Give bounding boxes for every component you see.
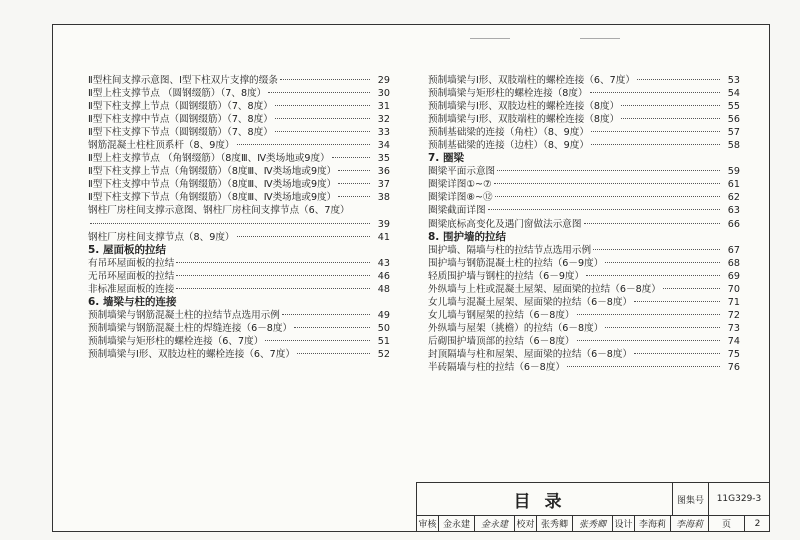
title-block bbox=[416, 482, 770, 532]
dot-leader bbox=[176, 288, 370, 289]
toc-entry-page: 35 bbox=[377, 153, 390, 165]
toc-entry[interactable] bbox=[428, 335, 740, 348]
toc-entry-page: 57 bbox=[727, 127, 740, 139]
sheet-title: 目录 bbox=[417, 483, 673, 515]
toc-entry-page: 46 bbox=[377, 270, 390, 282]
registration-mark bbox=[580, 38, 620, 39]
reviewer-signature: 金永建 bbox=[475, 515, 515, 532]
atlas-number: 11G329-3 bbox=[716, 494, 762, 504]
toc-entry-title: 围护墙、隔墙与柱的拉结节点选用示例 bbox=[428, 244, 592, 256]
dot-leader bbox=[591, 144, 720, 145]
toc-section-heading: 6. 墙梁与柱的连接 bbox=[88, 295, 177, 308]
toc-entry[interactable] bbox=[88, 178, 390, 191]
toc-entry[interactable] bbox=[88, 218, 390, 231]
toc-entry-title: 外纵墙与屋架（挑檐）的拉结（6－8度） bbox=[428, 322, 604, 334]
toc-right-column bbox=[428, 74, 740, 374]
toc-entry-page: 72 bbox=[727, 309, 740, 321]
dot-leader bbox=[621, 118, 720, 119]
dot-leader bbox=[494, 183, 720, 184]
toc-entry-title: Ⅱ型上柱支撑节点 （圆钢缀筋）（7、8度） bbox=[88, 88, 267, 100]
toc-entry-title: 预制基础梁的连接（边柱）（8、9度） bbox=[428, 140, 589, 152]
dot-leader bbox=[237, 144, 370, 145]
toc-section-heading: 5. 屋面板的拉结 bbox=[88, 243, 166, 256]
toc-entry-page: 71 bbox=[727, 296, 740, 308]
dot-leader bbox=[605, 327, 720, 328]
dot-leader bbox=[663, 288, 720, 289]
toc-entry-page: 73 bbox=[727, 322, 740, 334]
toc-entry[interactable] bbox=[88, 270, 390, 283]
dot-leader bbox=[297, 353, 370, 354]
dot-leader bbox=[634, 301, 720, 302]
dot-leader bbox=[590, 92, 720, 93]
toc-entry[interactable] bbox=[428, 165, 740, 178]
toc-entry[interactable] bbox=[428, 309, 740, 322]
dot-leader bbox=[338, 196, 370, 197]
toc-entry-page: 41 bbox=[377, 231, 390, 243]
toc-entry-page: 33 bbox=[377, 127, 390, 139]
toc-entry-title: 轻质围护墙与钢柱的拉结（6－9度） bbox=[428, 270, 585, 282]
check-label: 校对 bbox=[515, 515, 537, 532]
toc-entry-title: 外纵墙与上柱或混凝土屋架、屋面梁的拉结（6－8度） bbox=[428, 283, 661, 295]
toc-entry[interactable] bbox=[88, 100, 390, 113]
toc-entry-title: 围护墙与钢筋混凝土柱的拉结（6－9度） bbox=[428, 257, 604, 269]
toc-entry-title: 有吊环屋面板的拉结 bbox=[88, 257, 175, 269]
toc-entry[interactable] bbox=[88, 139, 390, 152]
page-number: 2 bbox=[754, 518, 761, 529]
toc-entry-page: 54 bbox=[727, 88, 740, 100]
toc-section-heading: 8. 围护墙的拉结 bbox=[428, 230, 506, 243]
dot-leader bbox=[275, 131, 370, 132]
toc-entry[interactable] bbox=[428, 113, 740, 126]
toc-entry[interactable] bbox=[88, 113, 390, 126]
toc-entry-title: 圈梁平面示意图 bbox=[428, 166, 496, 178]
toc-entry-title: Ⅱ型下柱支撑上节点（角钢缀筋）（8度Ⅲ、Ⅳ类场地或9度） bbox=[88, 166, 337, 178]
dot-leader bbox=[577, 314, 720, 315]
toc-entry-page: 49 bbox=[377, 309, 390, 321]
dot-leader bbox=[634, 353, 720, 354]
toc-entry-title: 预制墙梁与钢筋混凝土柱的焊缝连接（6－8度） bbox=[88, 322, 293, 334]
reviewer-name: 金永建 bbox=[439, 515, 475, 532]
toc-entry[interactable] bbox=[88, 126, 390, 139]
toc-entry-page: 61 bbox=[727, 179, 740, 191]
toc-entry[interactable] bbox=[428, 348, 740, 361]
toc-entry-page: 62 bbox=[727, 192, 740, 204]
checker-name: 张秀卿 bbox=[537, 515, 573, 532]
dot-leader bbox=[584, 223, 721, 224]
toc-entry[interactable] bbox=[88, 87, 390, 100]
designer-signature: 李海莉 bbox=[671, 515, 709, 532]
toc-entry-page: 48 bbox=[377, 283, 390, 295]
dot-leader bbox=[237, 236, 370, 237]
dot-leader bbox=[497, 170, 720, 171]
toc-entry[interactable] bbox=[88, 231, 390, 244]
dot-leader bbox=[90, 223, 370, 224]
dot-leader bbox=[495, 196, 720, 197]
toc-entry-title: 非标准屋面板的连接 bbox=[88, 283, 175, 295]
toc-entry-title: 后砌围护墙顶部的拉结（6－8度） bbox=[428, 335, 575, 347]
toc-entry-page: 68 bbox=[727, 257, 740, 269]
toc-entry-title: Ⅱ型下柱支撑中节点（圆钢缀筋）（7、8度） bbox=[88, 114, 273, 126]
toc-entry[interactable] bbox=[428, 283, 740, 296]
toc-entry-title: Ⅱ型下柱支撑上节点（圆钢缀筋）（7、8度） bbox=[88, 101, 273, 113]
page-label: 页 bbox=[709, 515, 745, 532]
toc-entry-title: 预制墙梁与Ⅰ形、双肢边柱的螺栓连接（6、7度） bbox=[88, 348, 295, 360]
toc-entry[interactable] bbox=[88, 322, 390, 335]
toc-entry[interactable] bbox=[428, 218, 740, 231]
toc-entry[interactable] bbox=[88, 335, 390, 348]
dot-leader bbox=[294, 327, 370, 328]
toc-entry-page: 36 bbox=[377, 166, 390, 178]
dot-leader bbox=[586, 275, 720, 276]
toc-entry[interactable] bbox=[428, 139, 740, 152]
dot-leader bbox=[621, 105, 720, 106]
toc-entry[interactable] bbox=[88, 152, 390, 165]
toc-entry-title: 封顶隔墙与柱和屋架、屋面梁的拉结（6－8度） bbox=[428, 348, 633, 360]
dot-leader bbox=[591, 131, 720, 132]
dot-leader bbox=[265, 340, 370, 341]
dot-leader bbox=[268, 92, 370, 93]
toc-entry-title: 圈梁详图⑧~⑫ bbox=[428, 192, 493, 204]
dot-leader bbox=[567, 366, 720, 367]
toc-entry-title: 半砖隔墙与柱的拉结（6－8度） bbox=[428, 362, 565, 374]
toc-entry-title: 女儿墙与混凝土屋架、屋面梁的拉结（6－8度） bbox=[428, 296, 633, 308]
toc-entry-page: 76 bbox=[727, 362, 740, 374]
toc-entry-page: 63 bbox=[727, 205, 740, 217]
toc-entry-page: 43 bbox=[377, 257, 390, 269]
toc-entry-page: 75 bbox=[727, 348, 740, 360]
toc-entry[interactable] bbox=[428, 270, 740, 283]
dot-leader bbox=[338, 170, 370, 171]
toc-entry[interactable] bbox=[88, 257, 390, 270]
toc-entry-title: 圈梁详图①~⑦ bbox=[428, 179, 492, 191]
dot-leader bbox=[593, 249, 720, 250]
toc-entry-page: 37 bbox=[377, 179, 390, 191]
toc-entry-title: 预制墙梁与Ⅰ形、双肢端柱的螺栓连接（6、7度） bbox=[428, 75, 635, 86]
toc-entry[interactable] bbox=[88, 191, 390, 204]
toc-entry[interactable] bbox=[428, 204, 740, 217]
toc-entry[interactable] bbox=[428, 361, 740, 374]
dot-leader bbox=[332, 157, 370, 158]
dot-leader bbox=[338, 183, 370, 184]
toc-entry-title: 女儿墙与钢屋架的拉结（6－8度） bbox=[428, 309, 575, 321]
toc-entry-page: 32 bbox=[377, 114, 390, 126]
toc-entry[interactable] bbox=[428, 126, 740, 139]
toc-entry[interactable] bbox=[428, 322, 740, 335]
atlas-number-label: 图集号 bbox=[673, 483, 709, 515]
toc-entry[interactable] bbox=[428, 74, 740, 87]
toc-entry-title: 预制基础梁的连接（角柱）（8、9度） bbox=[428, 127, 589, 139]
toc-entry-page: 51 bbox=[377, 335, 390, 347]
toc-section-heading: 7. 圈梁 bbox=[428, 152, 464, 165]
toc-entry-title: Ⅱ型上柱支撑节点 （角钢缀筋）（8度Ⅲ、Ⅳ类场地或9度） bbox=[88, 153, 330, 165]
checker-signature: 张秀卿 bbox=[573, 515, 613, 532]
toc-entry-title: Ⅱ型柱间支撑示意图、Ⅰ型下柱双片支撑的缀条 bbox=[88, 75, 278, 86]
toc-entry-page: 53 bbox=[727, 75, 740, 86]
toc-entry-title: Ⅱ型下柱支撑下节点（圆钢缀筋）（7、8度） bbox=[88, 127, 273, 139]
dot-leader bbox=[275, 118, 370, 119]
dot-leader bbox=[637, 79, 720, 80]
toc-entry-page: 66 bbox=[727, 218, 740, 230]
dot-leader bbox=[605, 262, 720, 263]
toc-left-column bbox=[88, 74, 390, 361]
toc-entry-title: 预制墙梁与矩形柱的螺栓连接（6、7度） bbox=[88, 335, 264, 347]
dot-leader bbox=[176, 275, 370, 276]
toc-entry[interactable] bbox=[428, 178, 740, 191]
toc-entry[interactable] bbox=[88, 309, 390, 322]
dot-leader bbox=[280, 79, 370, 80]
review-label: 审核 bbox=[417, 515, 439, 532]
toc-entry[interactable] bbox=[428, 244, 740, 257]
toc-entry[interactable] bbox=[428, 100, 740, 113]
toc-entry[interactable] bbox=[88, 165, 390, 178]
toc-entry-page: 38 bbox=[377, 192, 390, 204]
toc-entry[interactable] bbox=[88, 74, 390, 87]
toc-entry-title: 预制墙梁与矩形柱的螺栓连接（8度） bbox=[428, 88, 588, 100]
designer-name: 李海莉 bbox=[635, 515, 671, 532]
registration-mark bbox=[470, 38, 510, 39]
toc-entry-page: 70 bbox=[727, 283, 740, 295]
toc-entry-title: 无吊环屋面板的拉结 bbox=[88, 270, 175, 282]
dot-leader bbox=[282, 314, 370, 315]
toc-entry[interactable] bbox=[88, 348, 390, 361]
toc-entry[interactable] bbox=[428, 296, 740, 309]
toc-entry-page: 31 bbox=[377, 101, 390, 113]
title-block-top-row bbox=[417, 483, 770, 516]
toc-entry-page: 56 bbox=[727, 114, 740, 126]
toc-entry-title: 预制墙梁与Ⅰ形、双肢边柱的螺栓连接（8度） bbox=[428, 101, 620, 113]
toc-entry-page: 58 bbox=[727, 140, 740, 152]
toc-entry-title: 钢筋混凝土柱柱顶系杆（8、9度） bbox=[88, 140, 235, 152]
toc-entry[interactable] bbox=[428, 191, 740, 204]
toc-entry-title: Ⅱ型下柱支撑下节点（角钢缀筋）（8度Ⅲ、Ⅳ类场地或9度） bbox=[88, 192, 337, 204]
toc-entry-page: 50 bbox=[377, 322, 390, 334]
toc-entry-title: 预制墙梁与钢筋混凝土柱的拉结节点选用示例 bbox=[88, 309, 280, 321]
toc-entry-page: 59 bbox=[727, 166, 740, 178]
toc-entry-page: 74 bbox=[727, 335, 740, 347]
dot-leader bbox=[275, 105, 370, 106]
toc-entry-title: 钢柱厂房柱间支撑节点（8、9度） bbox=[88, 231, 235, 243]
toc-entry-title: 预制墙梁与Ⅰ形、双肢端柱的螺栓连接（8度） bbox=[428, 114, 620, 126]
dot-leader bbox=[488, 209, 720, 210]
toc-entry-page: 67 bbox=[727, 244, 740, 256]
toc-entry-page: 30 bbox=[377, 88, 390, 100]
toc-entry[interactable] bbox=[428, 257, 740, 270]
toc-entry-page: 39 bbox=[377, 218, 390, 230]
toc-entry-page: 29 bbox=[377, 75, 390, 86]
dot-leader bbox=[577, 340, 720, 341]
dot-leader bbox=[176, 262, 370, 263]
toc-entry-title: Ⅱ型下柱支撑中节点（角钢缀筋）（8度Ⅲ、Ⅳ类场地或9度） bbox=[88, 179, 337, 191]
design-label: 设计 bbox=[613, 515, 635, 532]
toc-entry-title: 圈梁底标高变化及遇门窗做法示意图 bbox=[428, 218, 582, 230]
toc-entry-page: 34 bbox=[377, 140, 390, 152]
toc-entry[interactable] bbox=[428, 87, 740, 100]
toc-entry-title: 钢柱厂房柱间支撑示意图、钢柱厂房柱间支撑节点（6、7度） bbox=[88, 205, 350, 217]
title-block-signature-row bbox=[417, 515, 770, 532]
toc-entry-page: 55 bbox=[727, 101, 740, 113]
toc-entry-page: 52 bbox=[377, 348, 390, 360]
toc-entry-title: 圈梁截面详图 bbox=[428, 205, 486, 217]
toc-entry-page: 69 bbox=[727, 270, 740, 282]
toc-entry[interactable] bbox=[88, 204, 390, 217]
toc-entry[interactable] bbox=[88, 283, 390, 296]
